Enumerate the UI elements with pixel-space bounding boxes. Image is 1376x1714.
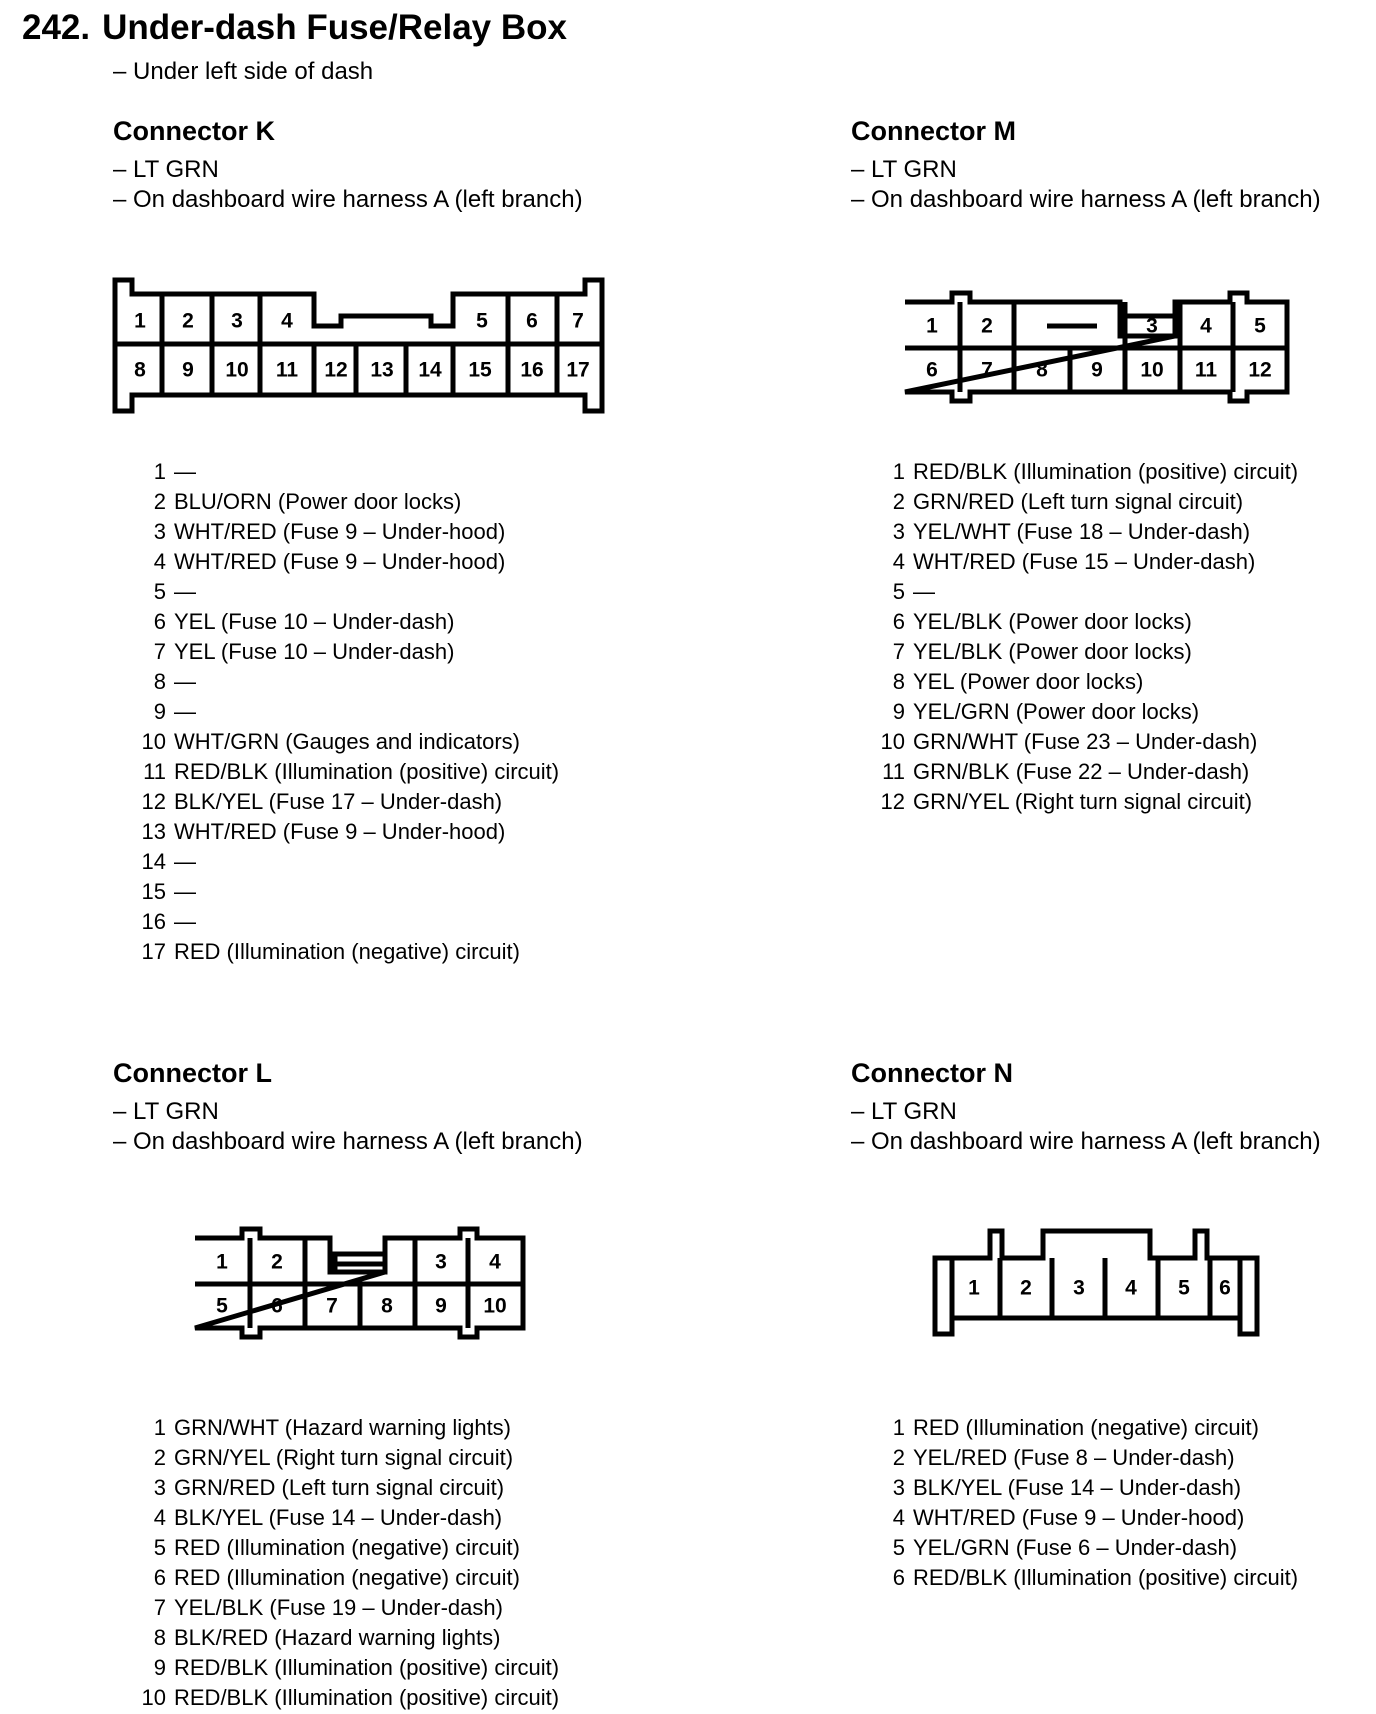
list-item: 15 — [141,879,196,904]
connector-k-title: Connector K [113,116,275,146]
list-item: 4 WHT/RED (Fuse 9 – Under-hood) [892,1505,1245,1530]
list-item: 5 — [153,579,196,604]
connector-k-color: – LT GRN [113,156,219,183]
connector-k-cell: 12 [324,358,348,382]
connector-n-title: Connector N [851,1058,1013,1088]
list-item: 1 — [153,459,196,484]
connector-l-pin-list [128,1413,559,1713]
list-item: 9 RED/BLK (Illumination (positive) circuit) [153,1655,560,1680]
list-item: 3 YEL/WHT (Fuse 18 – Under-dash) [892,519,1251,544]
connector-k-cell: 15 [468,358,492,382]
connector-n-cell: 3 [1073,1276,1085,1300]
list-item: 3 WHT/RED (Fuse 9 – Under-hood) [153,519,506,544]
connector-k-cell: 5 [476,309,488,333]
list-item: 2 BLU/ORN (Power door locks) [153,489,462,514]
connector-k-cell: 13 [370,358,394,382]
connector-l-cell: 10 [483,1294,507,1318]
connector-n-cell: 2 [1020,1276,1032,1300]
connector-l-cell: 2 [271,1250,283,1274]
list-item: 5 YEL/GRN (Fuse 6 – Under-dash) [892,1535,1238,1560]
list-item: 6 YEL/BLK (Power door locks) [892,609,1192,634]
connector-m-title: Connector M [851,116,1016,146]
list-item: 2 YEL/RED (Fuse 8 – Under-dash) [892,1445,1235,1470]
connector-k-cell: 8 [134,358,146,382]
list-item: 3 BLK/YEL (Fuse 14 – Under-dash) [892,1475,1242,1500]
connector-n-location: – On dashboard wire harness A (left branch) [851,1128,1321,1155]
list-item: 1 RED/BLK (Illumination (positive) circuit) [892,459,1299,484]
list-item: 4 WHT/RED (Fuse 9 – Under-hood) [153,549,506,574]
list-item: 13 WHT/RED (Fuse 9 – Under-hood) [141,819,506,844]
connector-m-cell: 11 [1194,358,1218,382]
list-item: 1 RED (Illumination (negative) circuit) [892,1415,1259,1440]
list-item: 12 GRN/YEL (Right turn signal circuit) [880,789,1253,814]
list-item: 12 BLK/YEL (Fuse 17 – Under-dash) [141,789,503,814]
connector-l-color: – LT GRN [113,1098,219,1125]
list-item: 9 YEL/GRN (Power door locks) [892,699,1200,724]
connector-l-cell: 9 [435,1294,447,1318]
list-item: 4 BLK/YEL (Fuse 14 – Under-dash) [153,1505,503,1530]
connector-l-cell: 6 [271,1294,283,1318]
connector-k-cell: 16 [520,358,544,382]
connector-n-color: – LT GRN [851,1098,957,1125]
connector-k-cell: 4 [281,309,293,333]
connector-m-cell: 9 [1091,358,1103,382]
connector-k-cell: 1 [134,309,146,333]
connector-l-diagram [190,1224,535,1344]
connector-k-cell: 11 [275,358,299,382]
connector-k-cell: 2 [182,309,194,333]
list-item: 11 RED/BLK (Illumination (positive) circuit) [143,759,560,784]
list-item: 7 YEL/BLK (Power door locks) [892,639,1192,664]
page-number: 242. [22,8,91,47]
connector-m-cell: 7 [981,358,993,382]
connector-l-cell: 4 [489,1250,501,1274]
list-item: 14 — [141,849,196,874]
connector-n-diagram [930,1226,1270,1341]
connector-k-cell: 7 [572,309,584,333]
connector-m-location: – On dashboard wire harness A (left branch) [851,186,1321,213]
page-title [22,8,567,48]
list-item: 2 GRN/RED (Left turn signal circuit) [892,489,1244,514]
list-item: 1 GRN/WHT (Hazard warning lights) [153,1415,512,1440]
connector-m-cell: 8 [1036,358,1048,382]
connector-l-cell: 5 [216,1294,228,1318]
page-subtitle: – Under left side of dash [113,58,374,85]
connector-k-cell: 10 [225,358,249,382]
connector-m-cell: 6 [926,358,938,382]
list-item: 6 YEL (Fuse 10 – Under-dash) [153,609,455,634]
connector-m-cell: 4 [1200,314,1212,338]
connector-l-cell: 3 [435,1250,447,1274]
connector-m-pin-list [867,457,1298,817]
connector-n-cell: 6 [1219,1276,1231,1300]
connector-m-cell: 5 [1254,314,1266,338]
list-item: 3 GRN/RED (Left turn signal circuit) [153,1475,505,1500]
connector-l-cell: 8 [381,1294,393,1318]
connector-m-cell: 2 [981,314,993,338]
connector-k-cell: 3 [231,309,243,333]
list-item: 5 — [892,579,935,604]
list-item: 6 RED (Illumination (negative) circuit) [153,1565,520,1590]
connector-m-cell: 10 [1140,358,1164,382]
connector-m-color: – LT GRN [851,156,957,183]
connector-l-cell: 1 [216,1250,228,1274]
list-item: 6 RED/BLK (Illumination (positive) circuit) [892,1565,1299,1590]
list-item: 16 — [141,909,196,934]
list-item: 7 YEL (Fuse 10 – Under-dash) [153,639,455,664]
list-item: 8 — [153,669,196,694]
list-item: 10 GRN/WHT (Fuse 23 – Under-dash) [880,729,1258,754]
page-title-text: Under-dash Fuse/Relay Box [102,8,567,47]
connector-k-cell: 14 [418,358,442,382]
connector-k-location: – On dashboard wire harness A (left branch) [113,186,583,213]
connector-n-pin-list [867,1413,1298,1593]
connector-l-title: Connector L [113,1058,272,1088]
list-item: 11 GRN/BLK (Fuse 22 – Under-dash) [882,759,1250,784]
connector-n-cell-labels [968,1277,1231,1300]
connector-m-diagram [900,288,1300,408]
connector-n-cell: 1 [968,1276,980,1300]
list-item: 17 RED (Illumination (negative) circuit) [141,939,520,964]
connector-n-cell: 5 [1178,1276,1190,1300]
connector-m-cell: 12 [1248,358,1272,382]
connector-k-cell: 17 [566,358,590,382]
list-item: 10 WHT/GRN (Gauges and indicators) [141,729,520,754]
list-item: 2 GRN/YEL (Right turn signal circuit) [153,1445,514,1470]
connector-k-pin-list [128,457,559,967]
connector-m-cell: 3 [1146,314,1158,338]
list-item: 7 YEL/BLK (Fuse 19 – Under-dash) [153,1595,503,1620]
list-item: 4 WHT/RED (Fuse 15 – Under-dash) [892,549,1256,574]
connector-l-location: – On dashboard wire harness A (left branch) [113,1128,583,1155]
connector-k-cell: 6 [526,309,538,333]
connector-k-diagram [110,276,610,416]
list-item: 9 — [153,699,196,724]
connector-k-cell: 9 [182,358,194,382]
list-item: 8 BLK/RED (Hazard warning lights) [153,1625,501,1650]
list-item: 10 RED/BLK (Illumination (positive) circuit) [141,1685,560,1710]
connector-n-cell: 4 [1125,1276,1137,1300]
list-item: 8 YEL (Power door locks) [892,669,1144,694]
list-item: 5 RED (Illumination (negative) circuit) [153,1535,520,1560]
connector-l-cell: 7 [326,1294,338,1318]
connector-m-cell: 1 [926,314,938,338]
